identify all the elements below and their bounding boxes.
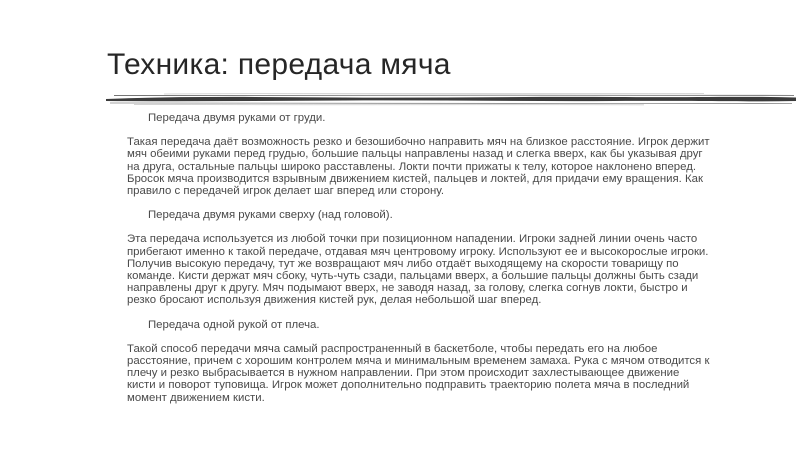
section-heading-chest-pass: Передача двумя руками от груди. <box>148 112 326 124</box>
brush-stroke-divider <box>104 92 798 106</box>
slide-title: Техника: передача мяча <box>107 48 451 81</box>
slide-content <box>127 112 710 404</box>
section-text-overhead-pass: Эта передача используется из любой точки при позиционном нападении. Игроки задней линии очень часто прибегают именно к такой передаче, отдавая мяч центровому игроку. Используют ее и высокорослые игроки. Получив высокую передачу, тут же возвращают мяч либо отдаёт выходящему на скорости товарищу по команде. Кисти держат мяч сбоку, чуть-чуть сзади, пальцами вверх, а большие пальцы должны быть сзади направлены друг к другу. Мяч подымают вверх, не заводя назад, за голову, слегка согнув локти, быстро и резко бросают используя движения кистей рук, делая небольшой шаг вперед. <box>127 233 709 307</box>
section-text-chest-pass: Такая передача даёт возможность резко и безошибочно направить мяч на близкое расстояние. Игрок держит мяч обеими руками перед грудью, большие пальцы направлены назад и слегка вверх, как бы указывая друг на друга, остальные пальцы широко расставлены. Локти почти прижаты к телу, которое наклонено вперед. Бросок мяча производится взрывным движением кистей, пальцев и локтей, для придачи ему вращения. Как правило с передачей игрок делает шаг вперед или сторону. <box>127 136 710 198</box>
section-text-shoulder-pass: Такой способ передачи мяча самый распространенный в баскетболе, чтобы передать его на любое расстояние, причем с хорошим контролем мяча и минимальным временем замаха. Рука с мячом отводится к плечу и резко выбрасывается в нужном направлении. При этом происходит захлестывающее движение кисти и поворот туповища. Игрок может дополнительно подправить траекторию полета мяча в последний момент движением кисти. <box>127 342 710 404</box>
section-heading-overhead-pass: Передача двумя руками сверху (над головой). <box>148 209 393 222</box>
section-heading-shoulder-pass: Передача одной рукой от плеча. <box>148 318 320 331</box>
